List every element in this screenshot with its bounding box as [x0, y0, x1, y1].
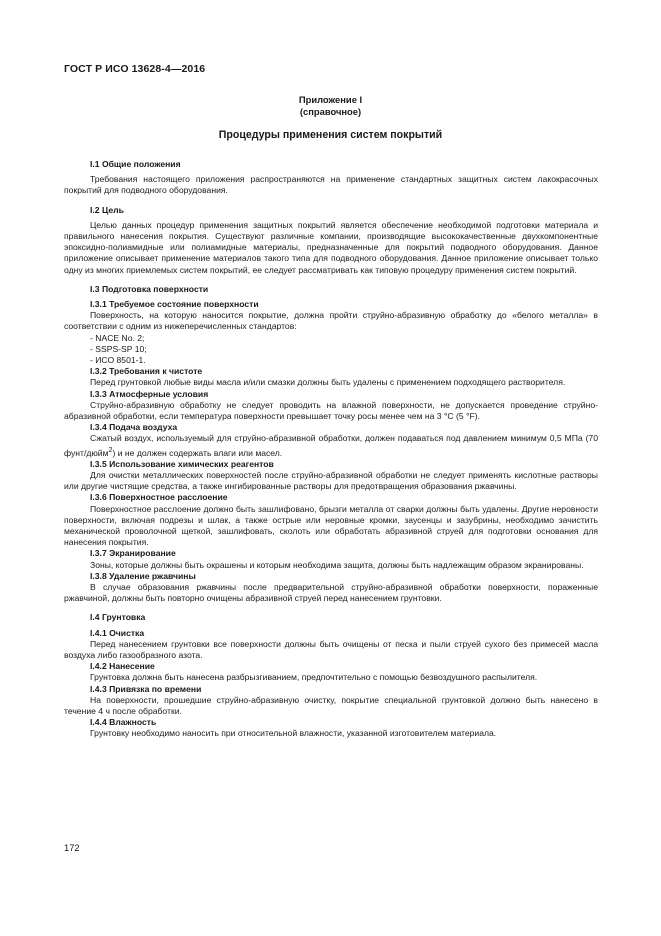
section-heading: I.2 Цель	[90, 204, 124, 215]
paragraph: В случае образования ржавчины после предварительной струйно-абразивной обработки поверхности, пораженные ржавчиной, должны быть повторно очищены абразивной струей перед нанесением грунтовки.	[64, 581, 598, 604]
annex-heading: Процедуры применения систем покрытий	[218, 129, 443, 141]
section-heading: I.1 Общие положения	[90, 159, 181, 169]
subsection-heading: I.3.5 Использование химических реагентов	[90, 458, 274, 469]
paragraph-text: Сжатый воздух, используемый для струйно-абразивной обработки, должен подаваться под давлением минимум 0,5 МПа (70 фунт/дюйм	[64, 433, 598, 458]
section-heading: I.4 Грунтовка	[90, 612, 146, 623]
subsection-heading: I.3.1 Требуемое состояние поверхности	[90, 299, 259, 310]
subsection-heading: I.4.1 Очистка	[90, 627, 145, 638]
subsection-heading: I.4.3 Привязка по времени	[90, 683, 202, 694]
subsection-heading: I.3.6 Поверхностное расслоение	[90, 492, 228, 503]
subsection-heading: I.3.8 Удаление ржавчины	[90, 570, 196, 581]
superscript: 2	[108, 445, 113, 454]
paragraph: Грунтовка должна быть нанесена разбрызгиванием, предпочтительно с помощью безвоздушного распылителя.	[90, 672, 538, 683]
subsection-heading: I.3.2 Требования к чистоте	[90, 366, 203, 377]
paragraph: Перед грунтовкой любые виды масла и/или смазки должны быть удалены с применением подходящего растворителя.	[90, 377, 566, 388]
section-heading: I.3 Подготовка поверхности	[90, 283, 209, 294]
subsection-heading: I.4.4 Влажность	[90, 717, 157, 728]
subsection-heading: I.4.2 Нанесение	[90, 661, 155, 672]
standard-header: ГОСТ Р ИСО 13628-4—2016	[64, 63, 206, 75]
paragraph: Поверхность, на которую наносится покрытие, должна пройти струйно-абразивную обработку до «белого металла» в соответствии с одним из нижеперечисленных стандартов:	[64, 310, 598, 332]
paragraph: Грунтовку необходимо наносить при относительной влажности, указанной изготовителем материала.	[90, 728, 497, 739]
paragraph: Требования настоящего приложения распространяются на применение стандартных защитных систем лакокрасочных покрытий для подводного оборудования.	[64, 174, 598, 196]
paragraph-text: ) и не должен содержать влаги или масел.	[112, 447, 283, 458]
annex-title: Приложение I	[298, 94, 363, 105]
subsection-heading: I.3.7 Экранирование	[90, 548, 176, 559]
paragraph: Целью данных процедур применения защитных покрытий является обеспечение необходимой подготовки материала и правильного нанесения покрытия. Существуют различные компании, производящие высококачественные двухкомпонентные эпоксидно-полиамидные или полиамидные материалы, предназначенные для покрытий подводного оборудования. Данное приложение описывает применение материалов такого типа для подводного оборудования. Данное приложение описывает только одну из многих приемлемых систем покрытий, ее следует рассматривать как типовую процедуру применения систем покрытий.	[64, 219, 598, 275]
list-item: - NACE No. 2;	[90, 332, 145, 343]
paragraph: Перед нанесением грунтовки все поверхности должны быть очищены от песка и пыли струей сухого без примесей масла воздуха либо газообразного азота.	[64, 638, 598, 660]
document-body	[64, 159, 598, 740]
list-item: - SSPS-SP 10;	[90, 343, 147, 354]
subsection-heading: I.3.3 Атмосферные условия	[90, 388, 209, 399]
paragraph	[64, 433, 598, 458]
paragraph: Зоны, которые должны быть окрашены и которым необходима защита, должны быть надлежащим образом экранированы.	[90, 559, 584, 570]
annex-note: (справочное)	[299, 106, 362, 117]
paragraph: Поверхностное расслоение должно быть зашлифовано, брызги металла от сварки должны быть удалены. Другие неровности поверхности, включая подрезы и шлак, а также острые или неровные кромки, заусенцы и зазубрины, необходимо зачистить механической проволочной щеткой, зашлифовать, сколоть или обработать абразивной струей для подготовки основания для нанесения покрытия.	[64, 503, 598, 548]
page-number: 172	[64, 842, 80, 853]
paragraph: Для очистки металлических поверхностей после струйно-абразивной обработки не следует применять кислотные растворы или другие чистящие средства, а также ингибированные растворы для предотвращения образования ржавчины.	[64, 469, 598, 492]
subsection-heading: I.3.4 Подача воздуха	[90, 422, 178, 433]
paragraph: На поверхности, прошедшие струйно-абразивную очистку, покрытие специальной грунтовкой должно быть нанесено в течение 4 ч после обработки.	[64, 694, 598, 716]
list-item: - ИСО 8501-1.	[90, 355, 146, 366]
paragraph: Струйно-абразивную обработку не следует проводить на влажной поверхности, не допускается проведение струйно-абразивной обработки, если температура поверхности превышает точку росы менее чем на 3 °C (5 °F).	[64, 399, 598, 422]
